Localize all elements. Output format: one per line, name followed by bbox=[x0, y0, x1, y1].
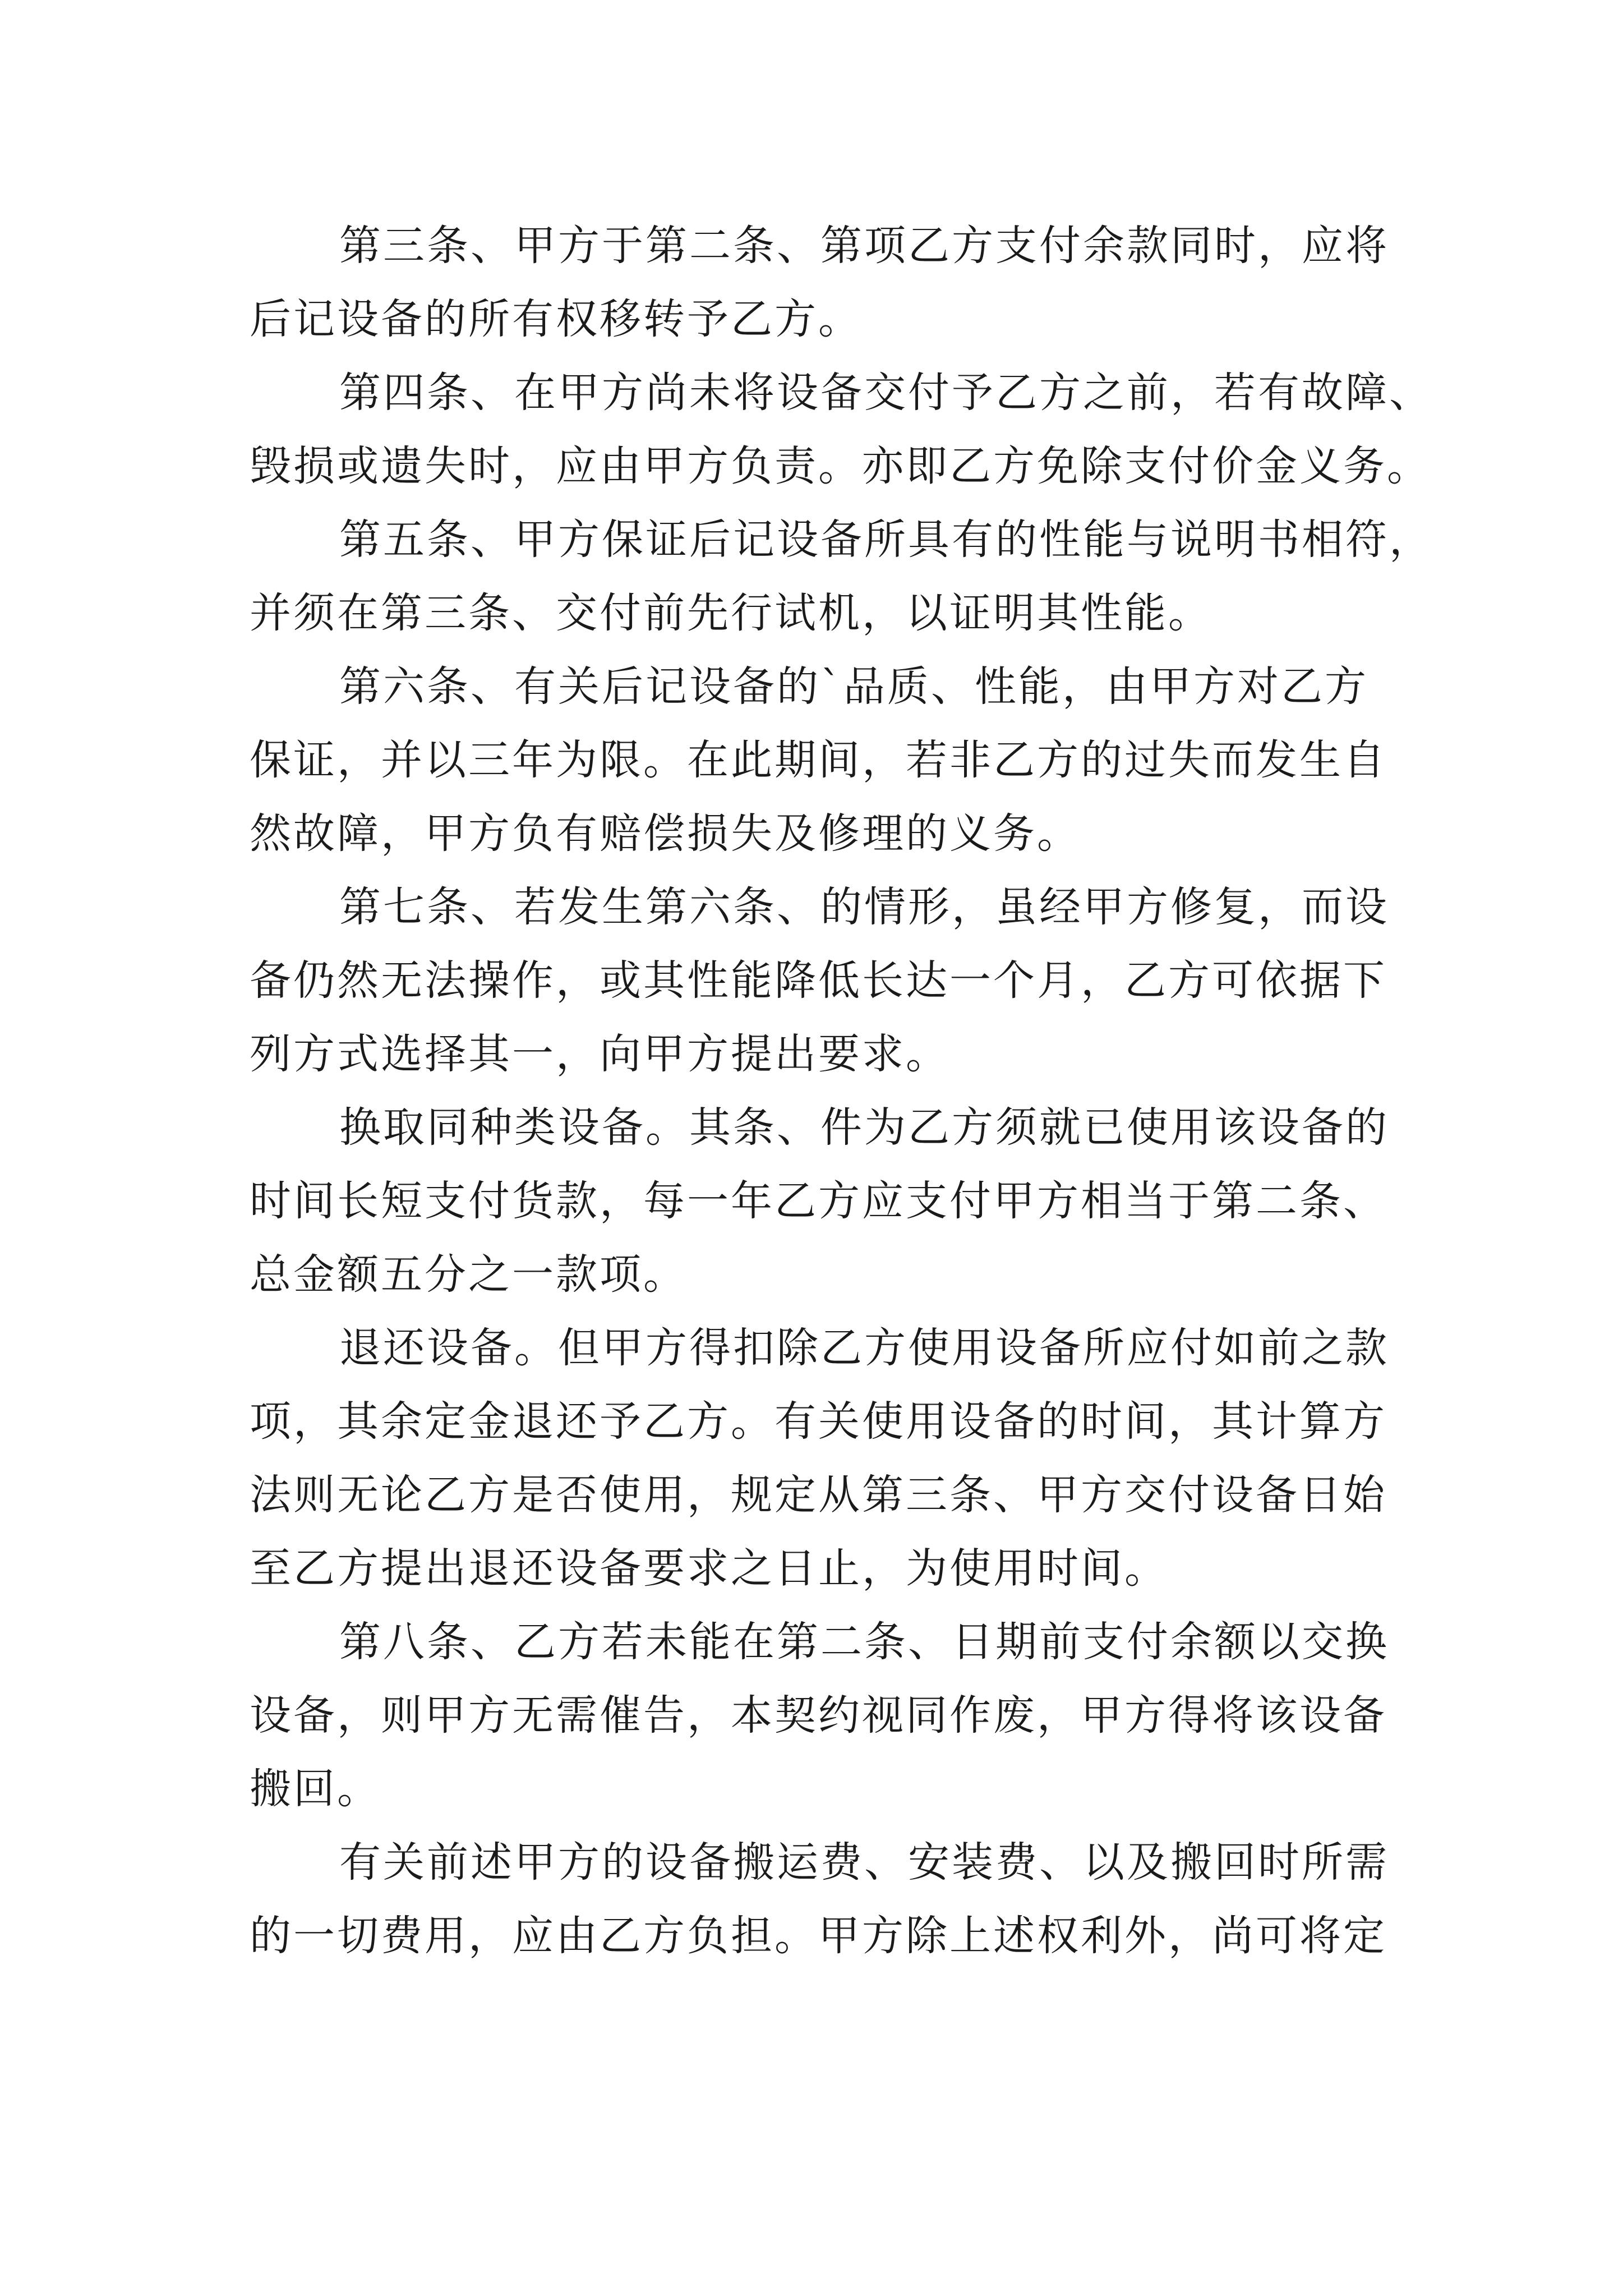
line-14: 时间长短支付货款，每一年乙方应支付甲方相当于第二条、 bbox=[250, 1177, 1387, 1225]
line-11: 备仍然无法操作，或其性能降低长达一个月，乙方可依据下 bbox=[250, 956, 1387, 1005]
line-19: 至乙方提出退还设备要求之日止，为使用时间。 bbox=[250, 1544, 1168, 1593]
line-15: 总金额五分之一款项。 bbox=[250, 1250, 687, 1299]
line-16: 退还设备。但甲方得扣除乙方使用设备所应付如前之款 bbox=[339, 1324, 1389, 1372]
line-12: 列方式选择其一，向甲方提出要求。 bbox=[250, 1030, 949, 1078]
line-24: 的一切费用，应由乙方负担。甲方除上述权利外，尚可将定 bbox=[250, 1912, 1387, 1960]
line-5: 第五条、甲方保证后记设备所具有的性能与说明书相符， bbox=[339, 516, 1433, 564]
line-1: 第三条、甲方于第二条、第项乙方支付余款同时，应将 bbox=[339, 222, 1389, 270]
line-22: 搬回。 bbox=[250, 1765, 381, 1813]
line-10: 第七条、若发生第六条、的情形，虽经甲方修复，而设 bbox=[339, 883, 1389, 931]
line-2: 后记设备的所有权移转予乙方。 bbox=[250, 295, 862, 343]
line-23: 有关前述甲方的设备搬运费、安装费、以及搬回时所需 bbox=[339, 1838, 1389, 1887]
line-7: 第六条、有关后记设备的`品质、性能，由甲方对乙方 bbox=[339, 662, 1368, 711]
line-3: 第四条、在甲方尚未将设备交付予乙方之前，若有故障、 bbox=[339, 369, 1433, 417]
line-13: 换取同种类设备。其条、件为乙方须就已使用该设备的 bbox=[339, 1103, 1389, 1152]
line-20: 第八条、乙方若未能在第二条、日期前支付余额以交换 bbox=[339, 1618, 1389, 1666]
line-6: 并须在第三条、交付前先行试机，以证明其性能。 bbox=[250, 589, 1212, 637]
line-8: 保证，并以三年为限。在此期间，若非乙方的过失而发生自 bbox=[250, 736, 1387, 784]
line-17: 项，其余定金退还予乙方。有关使用设备的时间，其计算方 bbox=[250, 1397, 1387, 1446]
line-9: 然故障，甲方负有赔偿损失及修理的义务。 bbox=[250, 809, 1081, 858]
line-21: 设备，则甲方无需催告，本契约视同作废，甲方得将该设备 bbox=[250, 1691, 1387, 1740]
line-18: 法则无论乙方是否使用，规定从第三条、甲方交付设备日始 bbox=[250, 1471, 1387, 1519]
line-4: 毁损或遗失时，应由甲方负责。亦即乙方免除支付价金义务。 bbox=[250, 442, 1431, 490]
